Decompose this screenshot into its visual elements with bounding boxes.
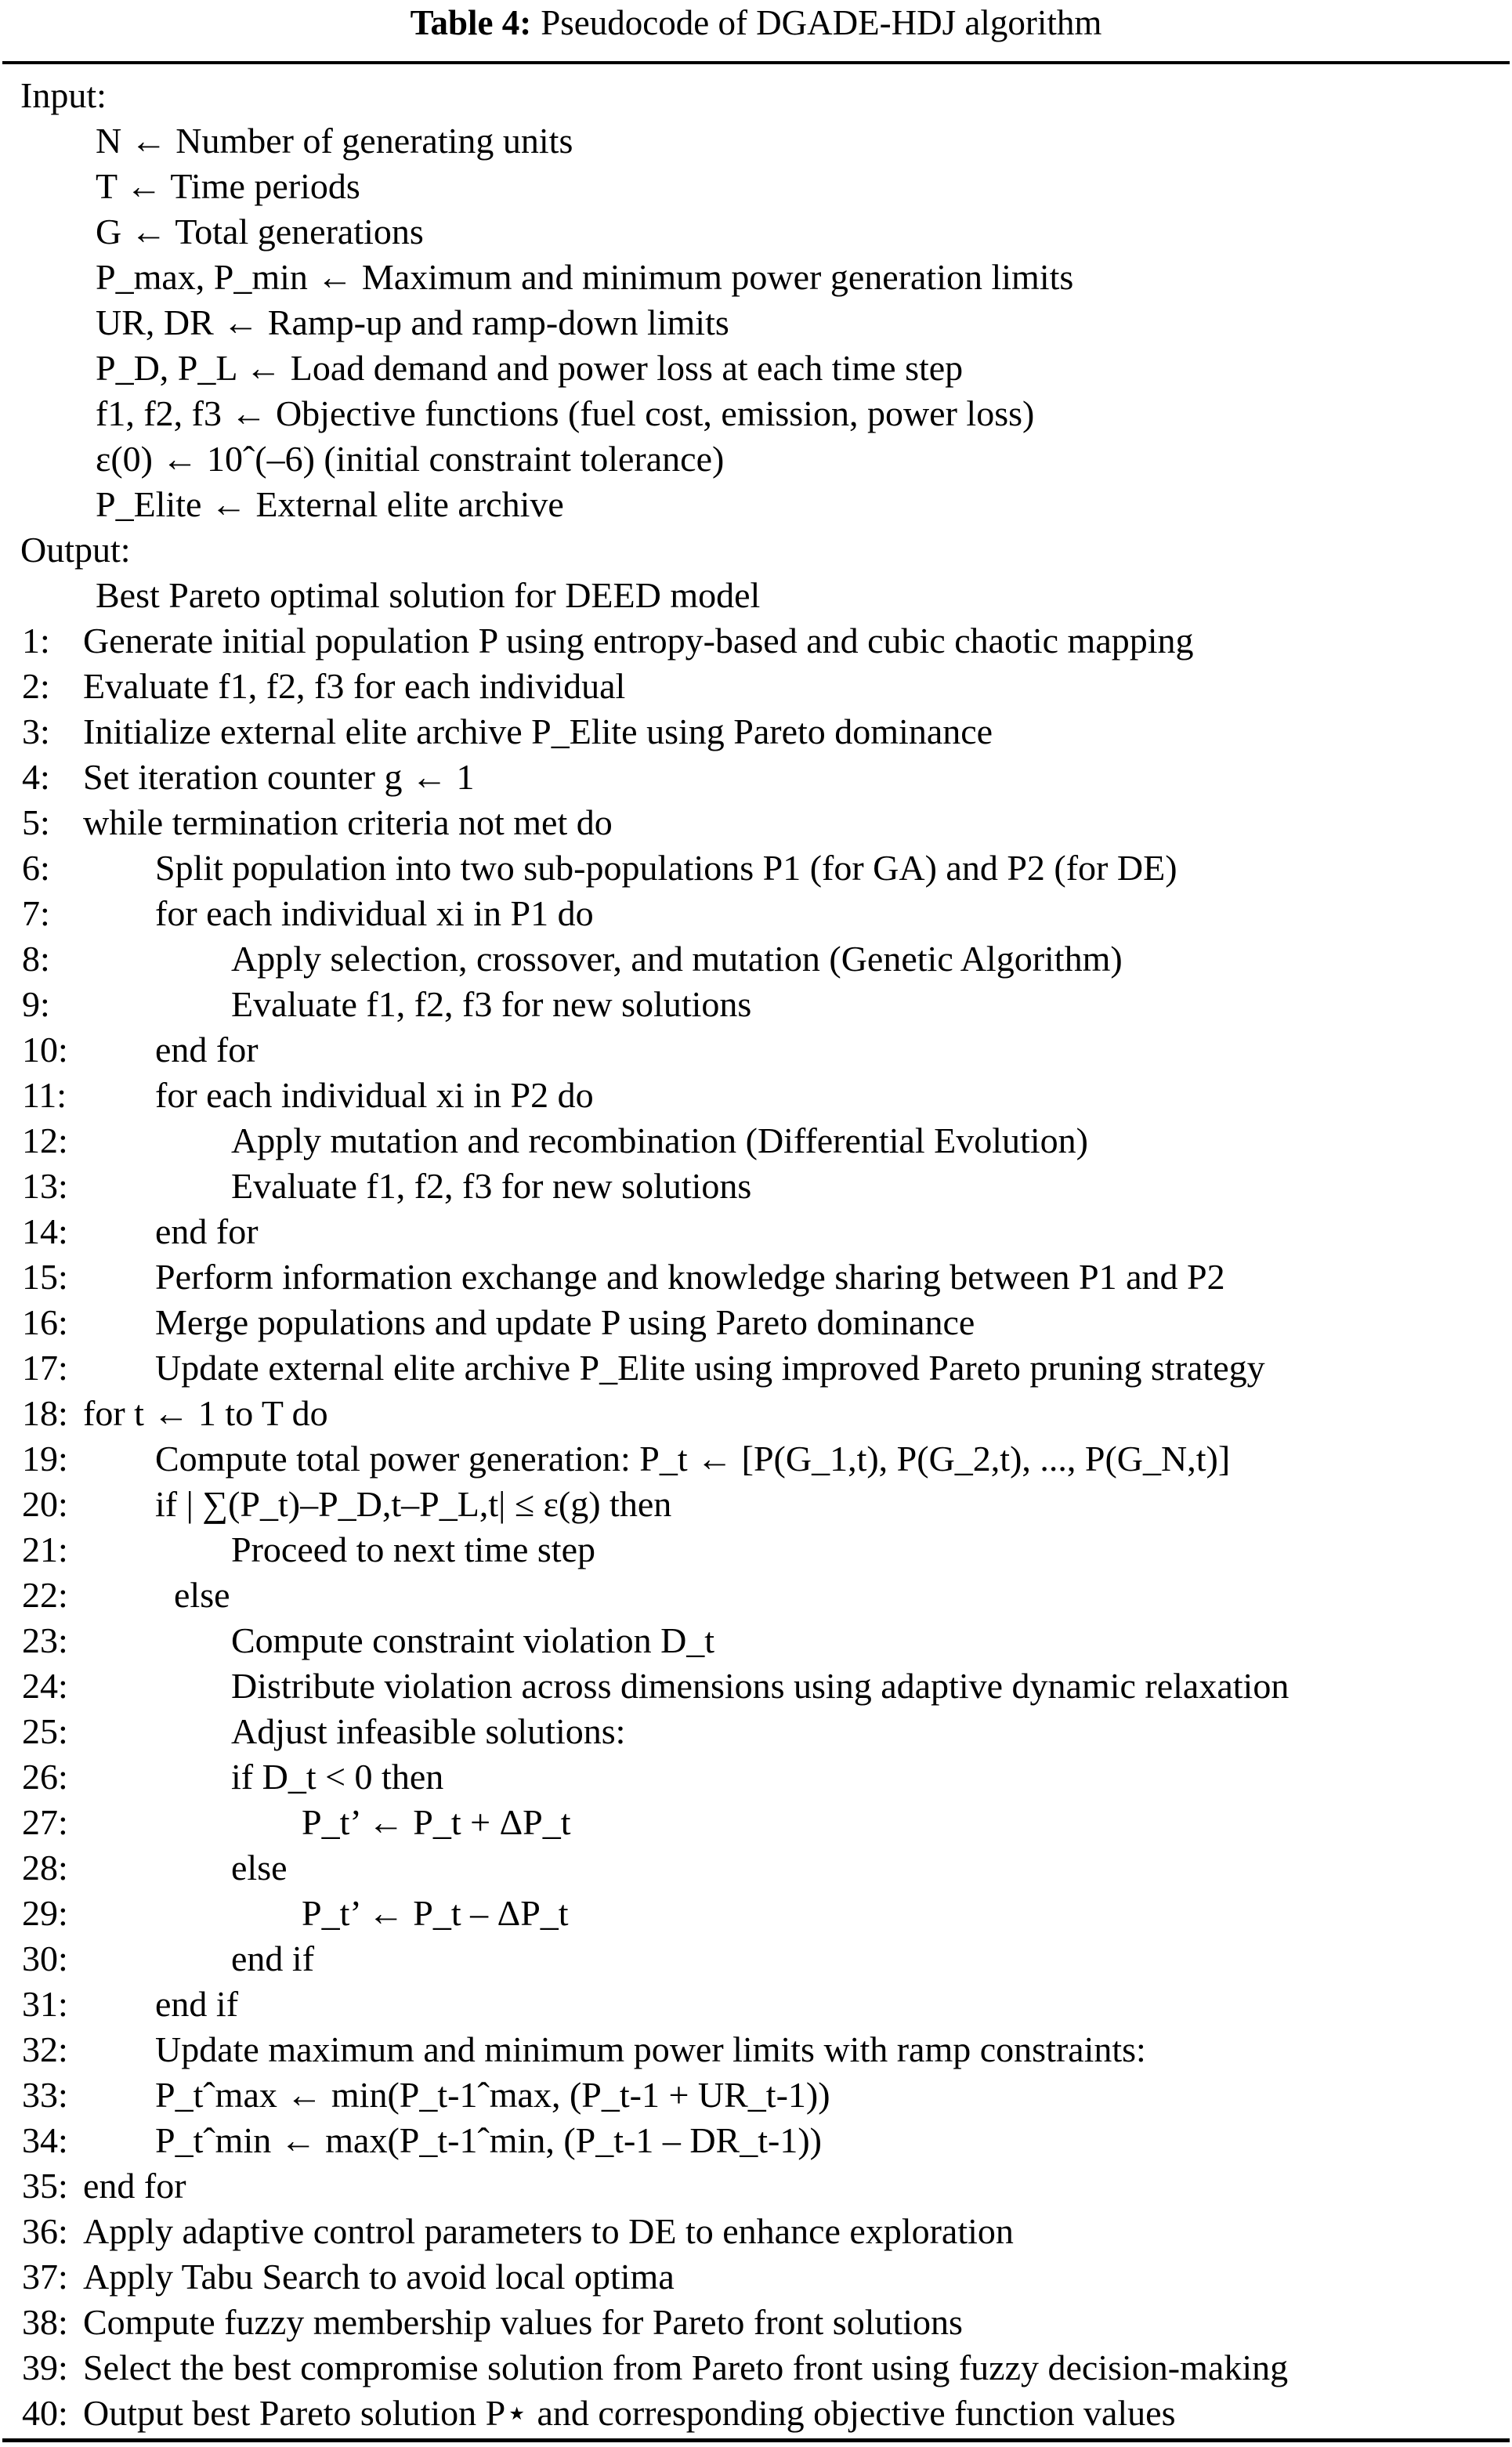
line-number: 30: xyxy=(22,1938,68,1978)
algo-step-35 xyxy=(0,2163,1512,2209)
algo-header-line xyxy=(0,300,1512,346)
line-number: 35: xyxy=(22,2166,68,2206)
algo-step-29 xyxy=(0,1891,1512,1936)
algo-header-line xyxy=(0,209,1512,255)
algo-step-28 xyxy=(0,1845,1512,1891)
algo-step-27 xyxy=(0,1800,1512,1845)
line-text: Adjust infeasible solutions: xyxy=(231,1711,626,1751)
line-number: 4: xyxy=(22,757,50,797)
algo-step-22 xyxy=(0,1573,1512,1618)
line-text: Update external elite archive P_Elite using improved Pareto pruning strategy xyxy=(155,1348,1265,1388)
line-text: ε(0) ← 10ˆ(–6) (initial constraint tolerance) xyxy=(96,439,725,479)
table-caption xyxy=(0,3,1512,42)
algo-step-3 xyxy=(0,709,1512,755)
line-text: Perform information exchange and knowledge sharing between P1 and P2 xyxy=(155,1257,1225,1297)
line-text: if D_t < 0 then xyxy=(231,1757,444,1797)
algo-step-31 xyxy=(0,1982,1512,2027)
algo-step-16 xyxy=(0,1300,1512,1345)
line-text: end if xyxy=(231,1938,315,1978)
algo-header-line xyxy=(0,436,1512,482)
algo-step-17 xyxy=(0,1345,1512,1391)
line-text: Update maximum and minimum power limits with ramp constraints: xyxy=(155,2029,1146,2069)
algo-step-8 xyxy=(0,936,1512,982)
line-number: 22: xyxy=(22,1575,68,1615)
line-number: 24: xyxy=(22,1666,68,1706)
line-number: 25: xyxy=(22,1711,68,1751)
line-text: Apply mutation and recombination (Differential Evolution) xyxy=(231,1120,1088,1160)
algo-step-24 xyxy=(0,1663,1512,1709)
line-text: for each individual xi in P2 do xyxy=(155,1075,594,1115)
algo-step-23 xyxy=(0,1618,1512,1663)
line-number: 12: xyxy=(22,1120,68,1160)
line-text: end for xyxy=(83,2166,186,2206)
bottom-rule xyxy=(2,2438,1510,2442)
line-text: Output best Pareto solution P⋆ and corresponding objective function values xyxy=(83,2393,1176,2433)
line-text: P_t’ ← P_t + ΔP_t xyxy=(302,1802,571,1842)
line-text: Compute total power generation: P_t ← [P(G_1,t), P(G_2,t), ..., P(G_N,t)] xyxy=(155,1439,1231,1479)
algo-step-32 xyxy=(0,2027,1512,2072)
line-number: 31: xyxy=(22,1984,68,2024)
line-number: 7: xyxy=(22,893,50,933)
algo-step-40 xyxy=(0,2391,1512,2436)
line-text: Set iteration counter g ← 1 xyxy=(83,757,475,797)
algo-header-line xyxy=(0,73,1512,118)
line-text: Merge populations and update P using Pareto dominance xyxy=(155,1302,975,1342)
line-number: 38: xyxy=(22,2302,68,2342)
line-text: else xyxy=(174,1575,230,1615)
algo-step-4 xyxy=(0,755,1512,800)
line-text: P_tˆmax ← min(P_t-1ˆmax, (P_t-1 + UR_t-1)) xyxy=(155,2075,830,2115)
algo-step-20 xyxy=(0,1482,1512,1527)
algo-header-line xyxy=(0,164,1512,209)
line-number: 10: xyxy=(22,1030,68,1070)
line-text: Apply adaptive control parameters to DE to enhance exploration xyxy=(83,2211,1014,2251)
line-number: 26: xyxy=(22,1757,68,1797)
line-text: P_max, P_min ← Maximum and minimum power generation limits xyxy=(96,257,1074,297)
line-text: Distribute violation across dimensions using adaptive dynamic relaxation xyxy=(231,1666,1290,1706)
algo-step-9 xyxy=(0,982,1512,1027)
line-number: 5: xyxy=(22,802,50,842)
algo-step-2 xyxy=(0,664,1512,709)
line-text: P_D, P_L ← Load demand and power loss at each time step xyxy=(96,348,964,388)
line-number: 14: xyxy=(22,1211,68,1251)
algo-step-6 xyxy=(0,845,1512,891)
algo-step-14 xyxy=(0,1209,1512,1254)
line-text: Select the best compromise solution from Pareto front using fuzzy decision-making xyxy=(83,2347,1289,2387)
line-text: UR, DR ← Ramp-up and ramp-down limits xyxy=(96,302,729,342)
line-text: Apply Tabu Search to avoid local optima xyxy=(83,2257,675,2297)
line-text: P_tˆmin ← max(P_t-1ˆmin, (P_t-1 – DR_t-1)) xyxy=(155,2120,822,2160)
algo-header-line xyxy=(0,346,1512,391)
algo-step-38 xyxy=(0,2300,1512,2345)
top-rule xyxy=(2,61,1510,64)
line-text: for each individual xi in P1 do xyxy=(155,893,594,933)
algo-step-37 xyxy=(0,2254,1512,2300)
line-text: N ← Number of generating units xyxy=(96,121,573,161)
line-text: f1, f2, f3 ← Objective functions (fuel cost, emission, power loss) xyxy=(96,393,1035,433)
algo-step-33 xyxy=(0,2072,1512,2118)
algo-step-10 xyxy=(0,1027,1512,1073)
line-number: 23: xyxy=(22,1620,68,1660)
algo-header-line xyxy=(0,255,1512,300)
algo-header-line xyxy=(0,118,1512,164)
line-number: 15: xyxy=(22,1257,68,1297)
line-text: end for xyxy=(155,1211,259,1251)
line-number: 3: xyxy=(22,711,50,751)
line-number: 36: xyxy=(22,2211,68,2251)
algo-step-30 xyxy=(0,1936,1512,1982)
algo-step-19 xyxy=(0,1436,1512,1482)
line-number: 33: xyxy=(22,2075,68,2115)
algo-step-26 xyxy=(0,1754,1512,1800)
line-text: Compute fuzzy membership values for Pareto front solutions xyxy=(83,2302,963,2342)
line-number: 20: xyxy=(22,1484,68,1524)
line-text: Split population into two sub-populations P1 (for GA) and P2 (for DE) xyxy=(155,848,1177,888)
line-text: end if xyxy=(155,1984,239,2024)
line-text: Proceed to next time step xyxy=(231,1529,595,1569)
line-number: 21: xyxy=(22,1529,68,1569)
line-number: 17: xyxy=(22,1348,68,1388)
line-text: Apply selection, crossover, and mutation (Genetic Algorithm) xyxy=(231,939,1123,979)
line-text: while termination criteria not met do xyxy=(83,802,613,842)
line-text: else xyxy=(231,1848,288,1888)
line-number: 1: xyxy=(22,621,50,661)
line-text: G ← Total generations xyxy=(96,212,424,252)
line-number: 8: xyxy=(22,939,50,979)
algo-header-line xyxy=(0,527,1512,573)
line-text: Generate initial population P using entropy-based and cubic chaotic mapping xyxy=(83,621,1194,661)
line-number: 9: xyxy=(22,984,50,1024)
algo-step-11 xyxy=(0,1073,1512,1118)
line-number: 19: xyxy=(22,1439,68,1479)
algo-step-12 xyxy=(0,1118,1512,1164)
algorithm-body xyxy=(0,73,1512,2436)
line-number: 11: xyxy=(22,1075,67,1115)
line-text: T ← Time periods xyxy=(96,166,360,206)
line-number: 39: xyxy=(22,2347,68,2387)
line-number: 34: xyxy=(22,2120,68,2160)
algo-step-13 xyxy=(0,1164,1512,1209)
table-caption-label: Table 4: xyxy=(410,3,532,42)
line-text: Output: xyxy=(20,530,131,570)
algo-step-39 xyxy=(0,2345,1512,2391)
line-text: if | ∑(P_t)–P_D,t–P_L,t| ≤ ε(g) then xyxy=(155,1484,672,1524)
line-text: Best Pareto optimal solution for DEED model xyxy=(96,575,761,615)
algo-step-7 xyxy=(0,891,1512,936)
line-number: 6: xyxy=(22,848,50,888)
line-number: 29: xyxy=(22,1893,68,1933)
line-number: 32: xyxy=(22,2029,68,2069)
line-text: Initialize external elite archive P_Elite using Pareto dominance xyxy=(83,711,993,751)
line-text: P_t’ ← P_t – ΔP_t xyxy=(302,1893,569,1933)
line-text: Evaluate f1, f2, f3 for new solutions xyxy=(231,984,752,1024)
line-number: 16: xyxy=(22,1302,68,1342)
algo-step-34 xyxy=(0,2118,1512,2163)
algo-step-18 xyxy=(0,1391,1512,1436)
algo-step-1 xyxy=(0,618,1512,664)
algo-step-25 xyxy=(0,1709,1512,1754)
line-text: Evaluate f1, f2, f3 for each individual xyxy=(83,666,626,706)
algo-header-line xyxy=(0,391,1512,436)
algo-step-36 xyxy=(0,2209,1512,2254)
line-number: 2: xyxy=(22,666,50,706)
line-text: Input: xyxy=(20,75,107,115)
algo-step-15 xyxy=(0,1254,1512,1300)
line-text: P_Elite ← External elite archive xyxy=(96,484,564,524)
line-number: 27: xyxy=(22,1802,68,1842)
line-number: 37: xyxy=(22,2257,68,2297)
table-caption-text: Pseudocode of DGADE-HDJ algorithm xyxy=(541,3,1102,42)
line-text: end for xyxy=(155,1030,259,1070)
line-text: Compute constraint violation D_t xyxy=(231,1620,715,1660)
line-number: 13: xyxy=(22,1166,68,1206)
line-number: 40: xyxy=(22,2393,68,2433)
algo-header-line xyxy=(0,482,1512,527)
line-text: Evaluate f1, f2, f3 for new solutions xyxy=(231,1166,752,1206)
line-number: 28: xyxy=(22,1848,68,1888)
line-text: for t ← 1 to T do xyxy=(83,1393,328,1433)
algo-step-5 xyxy=(0,800,1512,845)
line-number: 18: xyxy=(22,1393,68,1433)
algo-step-21 xyxy=(0,1527,1512,1573)
algo-header-line xyxy=(0,573,1512,618)
